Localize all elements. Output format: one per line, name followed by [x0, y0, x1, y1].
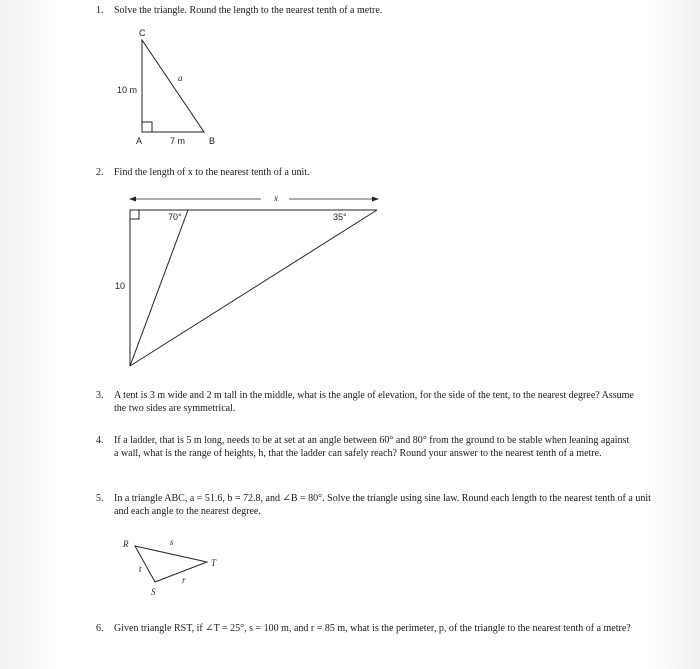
- question-5: [96, 492, 656, 522]
- side-ac-label: 10 m: [117, 85, 138, 95]
- figure-1-right-triangle: [130, 30, 220, 140]
- question-2: [96, 166, 616, 180]
- side-ab-label: 7 m: [170, 136, 186, 146]
- question-number: 1.: [96, 5, 104, 16]
- question-number: 4.: [96, 435, 104, 446]
- page-shadow-right: [645, 0, 700, 669]
- question-text: A tent is 3 m wide and 2 m tall in the middle, what is the angle of elevation, for the side of the tent, to the nearest degree? Assume the two sides are symmetrical.: [114, 390, 634, 414]
- side-r-label: r: [182, 575, 186, 585]
- side-a-label: a: [178, 73, 183, 83]
- side-t-label: t: [139, 564, 142, 574]
- vertex-s-label: S: [151, 587, 156, 597]
- page-shadow-left: [0, 0, 60, 669]
- question-number: 6.: [96, 623, 104, 634]
- question-3: [96, 389, 636, 419]
- question-1: [96, 4, 616, 18]
- side-s-label: s: [170, 537, 174, 547]
- vertex-b-label: B: [209, 136, 216, 146]
- question-6: [96, 622, 636, 652]
- question-text: Find the length of x to the nearest tenth of a unit.: [114, 167, 310, 178]
- length-x-label: x: [274, 193, 278, 203]
- side-10-label: 10: [115, 281, 126, 291]
- angle-70-label: 70°: [168, 212, 182, 222]
- question-number: 2.: [96, 167, 104, 178]
- vertex-a-label: A: [136, 136, 143, 146]
- vertex-r-label: R: [123, 539, 129, 549]
- question-text: In a triangle ABC, a = 51.6, b = 72.8, and ∠B = 80°. Solve the triangle using sine law. Round each length to the nearest tenth of a unit and each angle to the nearest degree.: [114, 493, 651, 517]
- question-text: Solve the triangle. Round the length to the nearest tenth of a metre.: [114, 5, 383, 16]
- vertex-t-label: T: [211, 558, 217, 568]
- vertex-c-label: C: [139, 28, 146, 38]
- angle-35-label: 35°: [333, 212, 347, 222]
- question-number: 3.: [96, 390, 104, 401]
- question-text: If a ladder, that is 5 m long, needs to be at set at an angle between 60° and 80° from the ground to be stable when leaning against a wall, what is the range of heights, h, that the ladder can safely reach? Round your answer to the nearest tenth of a metre.: [114, 435, 630, 459]
- question-4: [96, 434, 636, 478]
- question-text: Given triangle RST, if ∠T = 25°, s = 100 m, and r = 85 m, what is the perimeter, p, of the triangle to the nearest tenth of a metre?: [114, 623, 631, 634]
- question-number: 5.: [96, 493, 104, 504]
